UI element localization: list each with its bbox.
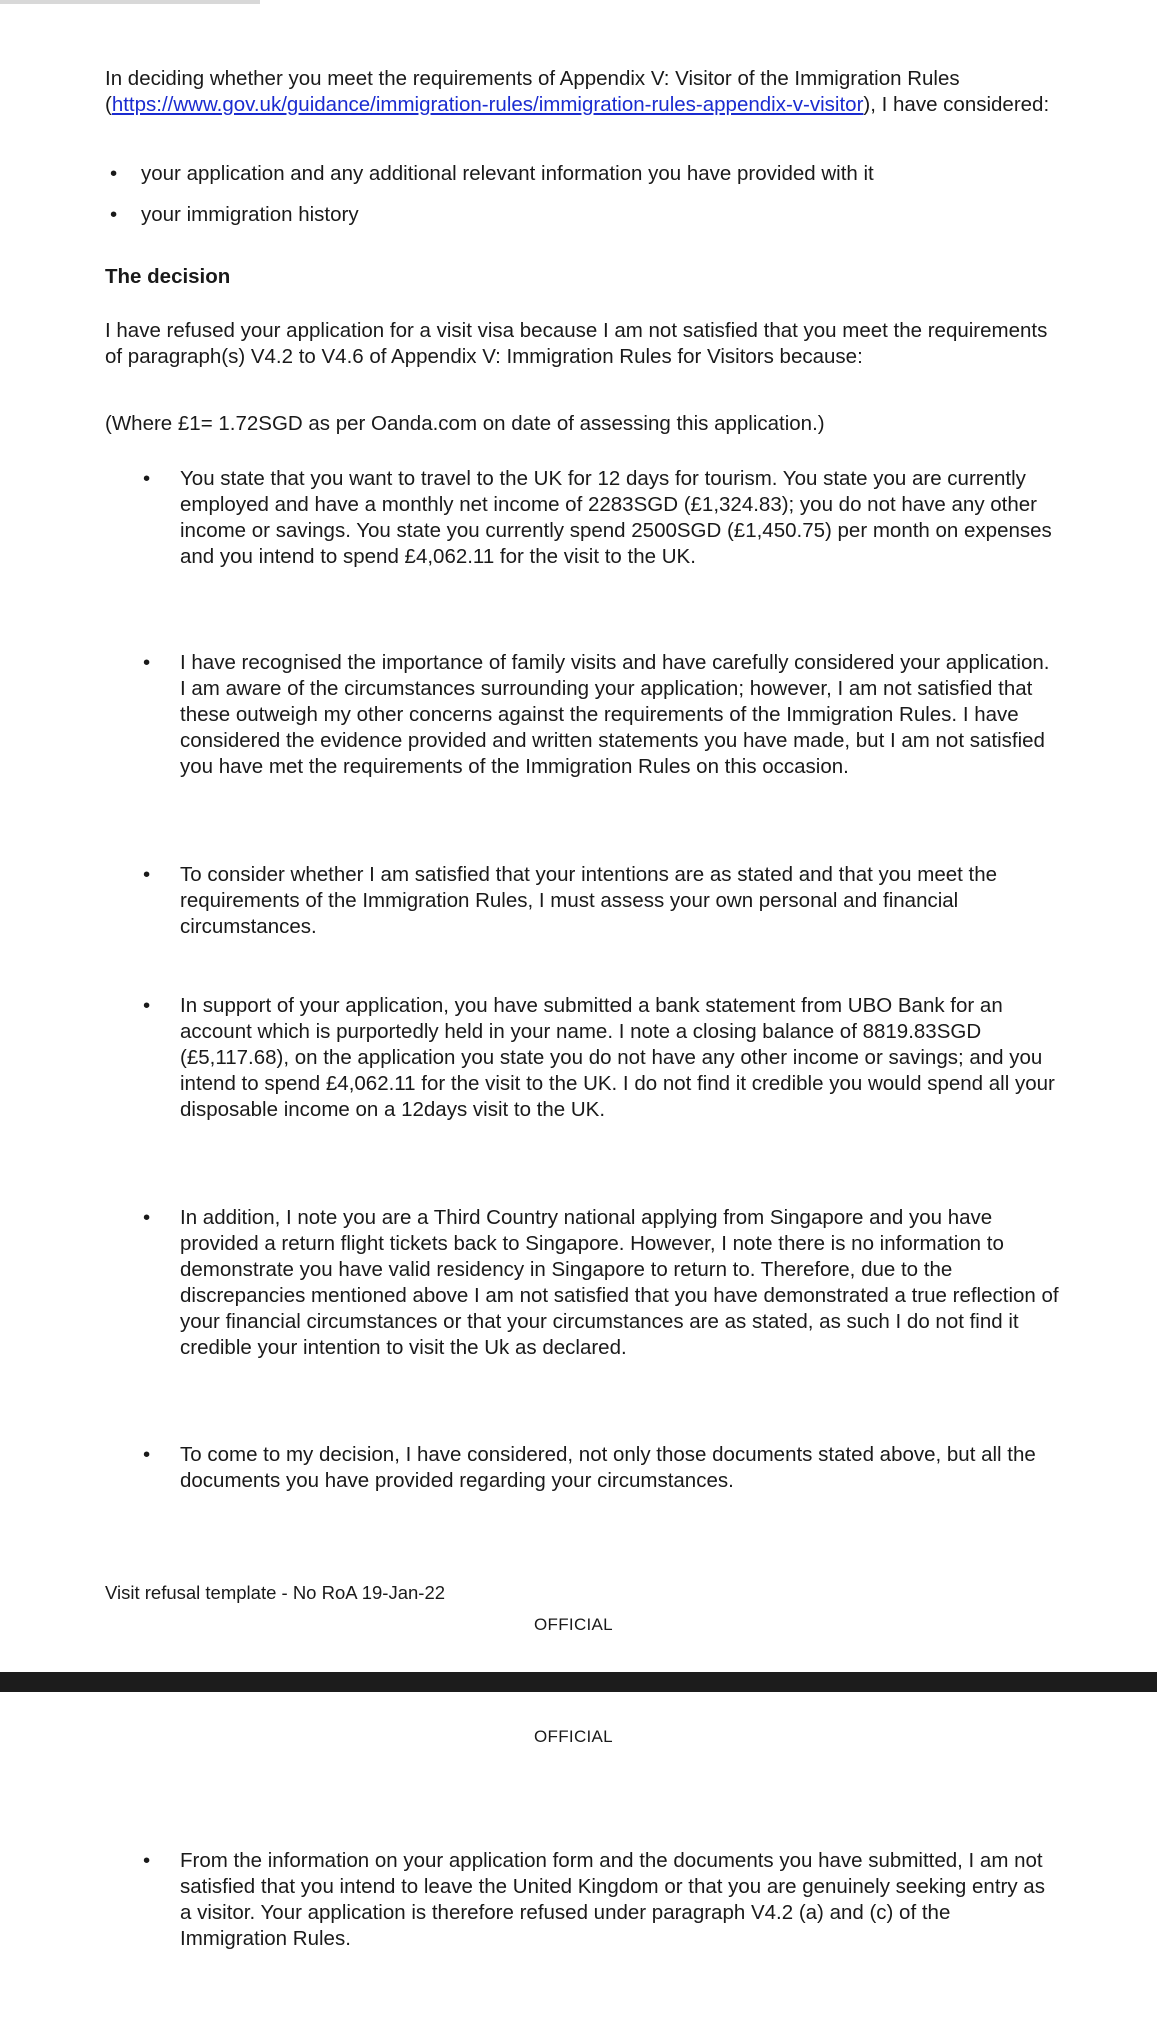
intro-paragraph <box>105 66 1065 118</box>
intro-text-after-link: ), I have considered: <box>863 93 1050 116</box>
reason-text: To come to my decision, I have considered, not only those documents stated above, but all the documents you have provided regarding your circumstances. <box>180 1443 1036 1492</box>
reason-text: In addition, I note you are a Third Country national applying from Singapore and you have provided a return flight tickets back to Singapore. However, I note there is no information to demonstrate you have valid residency in Singapore to return to. Therefore, due to the discrepancies mentioned above I am not satisfied that you have demonstrated a true reflection of your financial circumstances or that your circumstances are as stated, as such I do not find it credible your intention to visit the Uk as declared. <box>180 1206 1059 1359</box>
bullet-icon: • <box>143 467 151 490</box>
bullet-icon: • <box>143 1206 151 1229</box>
classification-marking-top: OFFICIAL <box>534 1727 613 1746</box>
template-footer-label: Visit refusal template - No RoA 19-Jan-22 <box>105 1582 446 1603</box>
considered-item-text: your immigration history <box>141 203 359 226</box>
reason-text: To consider whether I am satisfied that your intentions are as stated and that you meet the requirements of the Immigration Rules, I must assess your own personal and financial circumstances. <box>180 863 998 938</box>
reason-text: In support of your application, you have submitted a bank statement from UBO Bank for an account which is purportedly held in your name. I note a closing balance of 8819.83SGD (£5,117.68), on the application you state you do not have any other income or savings; and you intend to spend £4,062.11 for the visit to the UK. I do not find it credible you would spend all your disposable income on a 12days visit to the UK. <box>180 994 1055 1121</box>
refusal-statement: I have refused your application for a visit visa because I am not satisfied that you meet the requirements of paragraph(s) V4.2 to V4.6 of Appendix V: Immigration Rules for Visitors because: <box>105 319 1048 368</box>
bullet-icon: • <box>143 651 151 674</box>
reason-text: You state that you want to travel to the UK for 12 days for tourism. You state you are currently employed and have a monthly net income of 2283SGD (£1,324.83); you do not have any other income or savings. You state you currently spend 2500SGD (£1,450.75) per month on expenses and you intend to spend £4,062.11 for the visit to the UK. <box>180 467 1052 568</box>
page-separator <box>0 1672 1157 1692</box>
appendix-v-link[interactable]: https://www.gov.uk/guidance/immigration-rules/immigration-rules-appendix-v-visitor <box>111 93 864 116</box>
bullet-icon: • <box>143 863 151 886</box>
classification-marking-bottom: OFFICIAL <box>534 1615 613 1634</box>
bullet-icon: • <box>110 162 118 185</box>
page-edge-shadow <box>0 0 260 4</box>
bullet-icon: • <box>143 1849 151 1872</box>
bullet-icon: • <box>143 1443 151 1466</box>
bullet-icon: • <box>110 203 118 226</box>
decision-heading: The decision <box>105 265 231 288</box>
exchange-rate-note: (Where £1= 1.72SGD as per Oanda.com on date of assessing this application.) <box>105 412 825 435</box>
final-reason-text: From the information on your application form and the documents you have submitted, I am not satisfied that you intend to leave the United Kingdom or that you are genuinely seeking entry as a visitor. Your application is therefore refused under paragraph V4.2 (a) and (c) of the Immigration Rules. <box>180 1849 1045 1950</box>
considered-item-text: your application and any additional relevant information you have provided with it <box>141 162 874 185</box>
reason-text: I have recognised the importance of family visits and have carefully considered your application. I am aware of the circumstances surrounding your application; however, I am not satisfied that these outweigh my other concerns against the requirements of the Immigration Rules. I have considered the evidence provided and written statements you have made, but I am not satisfied you have met the requirements of the Immigration Rules on this occasion. <box>180 651 1050 778</box>
intro-text-before-link: In deciding whether you meet the requirements of Appendix V: Visitor of the Immigration Rules ( <box>105 67 960 116</box>
bullet-icon: • <box>143 994 151 1017</box>
